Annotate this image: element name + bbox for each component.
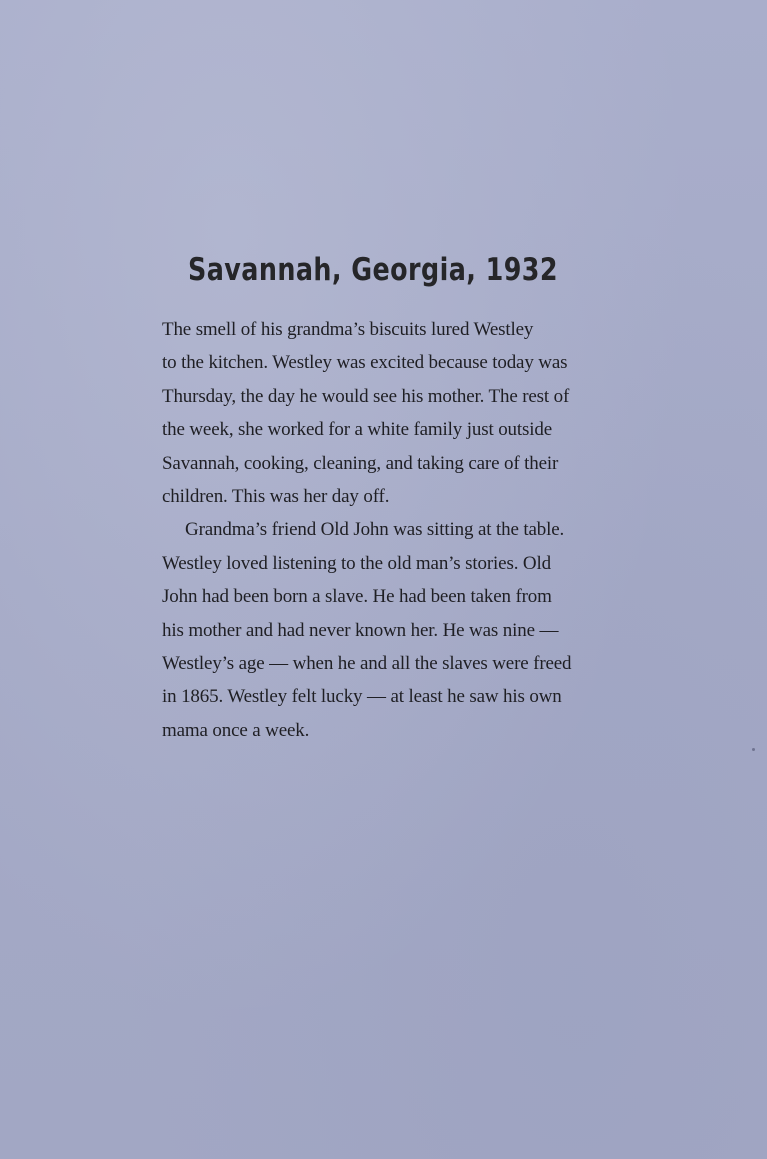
- text-line: Westley loved listening to the old man’s stories. Old: [162, 552, 551, 574]
- paragraph-1: [162, 313, 592, 513]
- text-line: his mother and had never known her. He was nine —: [162, 619, 559, 641]
- text-line: Thursday, the day he would see his mother. The rest of: [162, 385, 570, 407]
- text-line: children. This was her day off.: [162, 486, 390, 508]
- text-line: Westley’s age — when he and all the slaves were freed: [162, 653, 572, 675]
- text-line: Savannah, cooking, cleaning, and taking care of their: [162, 452, 559, 474]
- text-line: the week, she worked for a white family just outside: [162, 419, 553, 441]
- paper-speck: [752, 748, 755, 751]
- chapter-title: Savannah, Georgia, 1932: [188, 252, 558, 288]
- text-line: The smell of his grandma’s biscuits lured Westley: [162, 319, 534, 340]
- text-line: mama once a week.: [162, 719, 310, 741]
- text-line: to the kitchen. Westley was excited because today was: [162, 352, 568, 374]
- text-line: in 1865. Westley felt lucky — at least he saw his own: [162, 686, 562, 708]
- story-text: [162, 313, 592, 747]
- text-line: Grandma’s friend Old John was sitting at the table.: [185, 519, 565, 541]
- paragraph-2: [162, 513, 592, 747]
- text-line: John had been born a slave. He had been taken from: [162, 586, 552, 608]
